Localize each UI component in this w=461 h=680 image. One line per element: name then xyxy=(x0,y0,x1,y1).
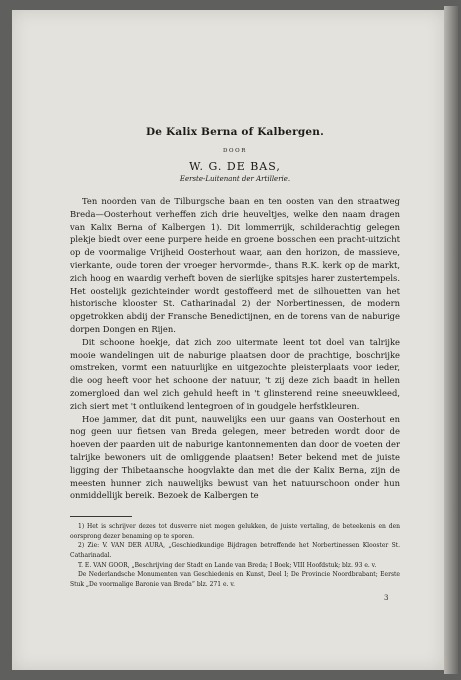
paragraph-3: Hoe jammer, dat dit punt, nauwelijks een uur gaans van Oosterhout en nog geen uur fietsen van Breda gelegen, meer betreden wordt door de hoeven der paarden uit de naburige kantonnementen dan door de voeten der talrijke bewoners uit de omliggende plaatsen! Beter bekend met de juiste ligging der Thibetaansche hoogvlakte dan met die der Kalix Berna, zijn de meesten hunner zich nauwelijks bewust van het natuurschoon onder hun onmiddellijk bereik. Bezoek de Kalbergen te xyxy=(70,413,400,501)
author-role: Eerste-Luitenant der Artillerie. xyxy=(179,175,291,183)
page-number: 3 xyxy=(384,594,389,602)
book-spine-edge xyxy=(444,6,458,674)
footnote-3: T. E. VAN GOOR, „Beschrijving der Stadt en Lande van Breda; I Boek; VIII Hoofdstuk; blz. 93 e. v. xyxy=(78,561,377,569)
footnote-2: 2) Zie: V. VAN DER AURA, „Geschiedkundige Bijdragen betreffende het Norbertinessen Klooster St. Catharinadal. xyxy=(70,542,400,559)
byline-prefix: DOOR xyxy=(223,148,247,154)
paragraph-2: Dit schoone hoekje, dat zich zoo uitermate leent tot doel van talrijke mooie wandelingen uit de naburige plaatsen door de prachtige, boschrijke omstreken, vormt een natuurlijke en uitgezochte pleisterplaats voor ieder, die oog heeft voor het schoone der natuur, 't zij deze zich baadt in hellen zomergloed dan wel zich gehuld heeft in 't glinsterend reine sneeuwkleed, zich siert met 't ontluikend lentegroen of in goudgele herfstkleuren. xyxy=(70,336,400,411)
footnotes xyxy=(70,522,400,589)
paragraph-1: Ten noorden van de Tilburgsche baan en ten oosten van den straatweg Breda—Oosterhout verheffen zich drie heuveltjes, welke den naam dragen van Kalix Berna of Kalbergen 1). Dit lommerrijk, schilderachtig gelegen plekje biedt over eene purpere heide en groene bosschen een pracht-uitzicht op de voormalige Vrijheid Oosterhout waar, aan den horizon, de massieve, vierkante, oude toren der vroeger hervormde-, thans R.K. kerk op de markt, zich hoog en waardig verheft boven de sierlijke spitsjes harer zustertempels. Het oostelijk gezichteinder wordt gestoffeerd met de silhouetten van het historische klooster St. Catharinadal 2) der Norbertinessen, de modern opgetrokken abdij der Fransche Benedictijnen, en de torens van de naburige dorpen Dongen en Rijen. xyxy=(70,196,400,334)
footnote-1: 1) Het is schrijver dezes tot dusverre niet mogen gelukken, de juiste vertaling, de beteekenis en den oorsprong dezer benaming op te sporen. xyxy=(70,523,400,540)
footnote-4: De Nederlandsche Monumenten van Geschiedenis en Kunst, Deel I; De Provincie Noordbrabant; Eerste Stuk „De voormalige Baronie van Breda” blz. 271 e. v. xyxy=(70,571,400,588)
article-title: De Kalix Berna of Kalbergen. xyxy=(145,126,324,138)
book-page xyxy=(12,10,444,670)
article-body xyxy=(70,126,400,589)
author-name: W. G. DE BAS, xyxy=(189,160,281,173)
footnote-divider xyxy=(70,516,132,517)
